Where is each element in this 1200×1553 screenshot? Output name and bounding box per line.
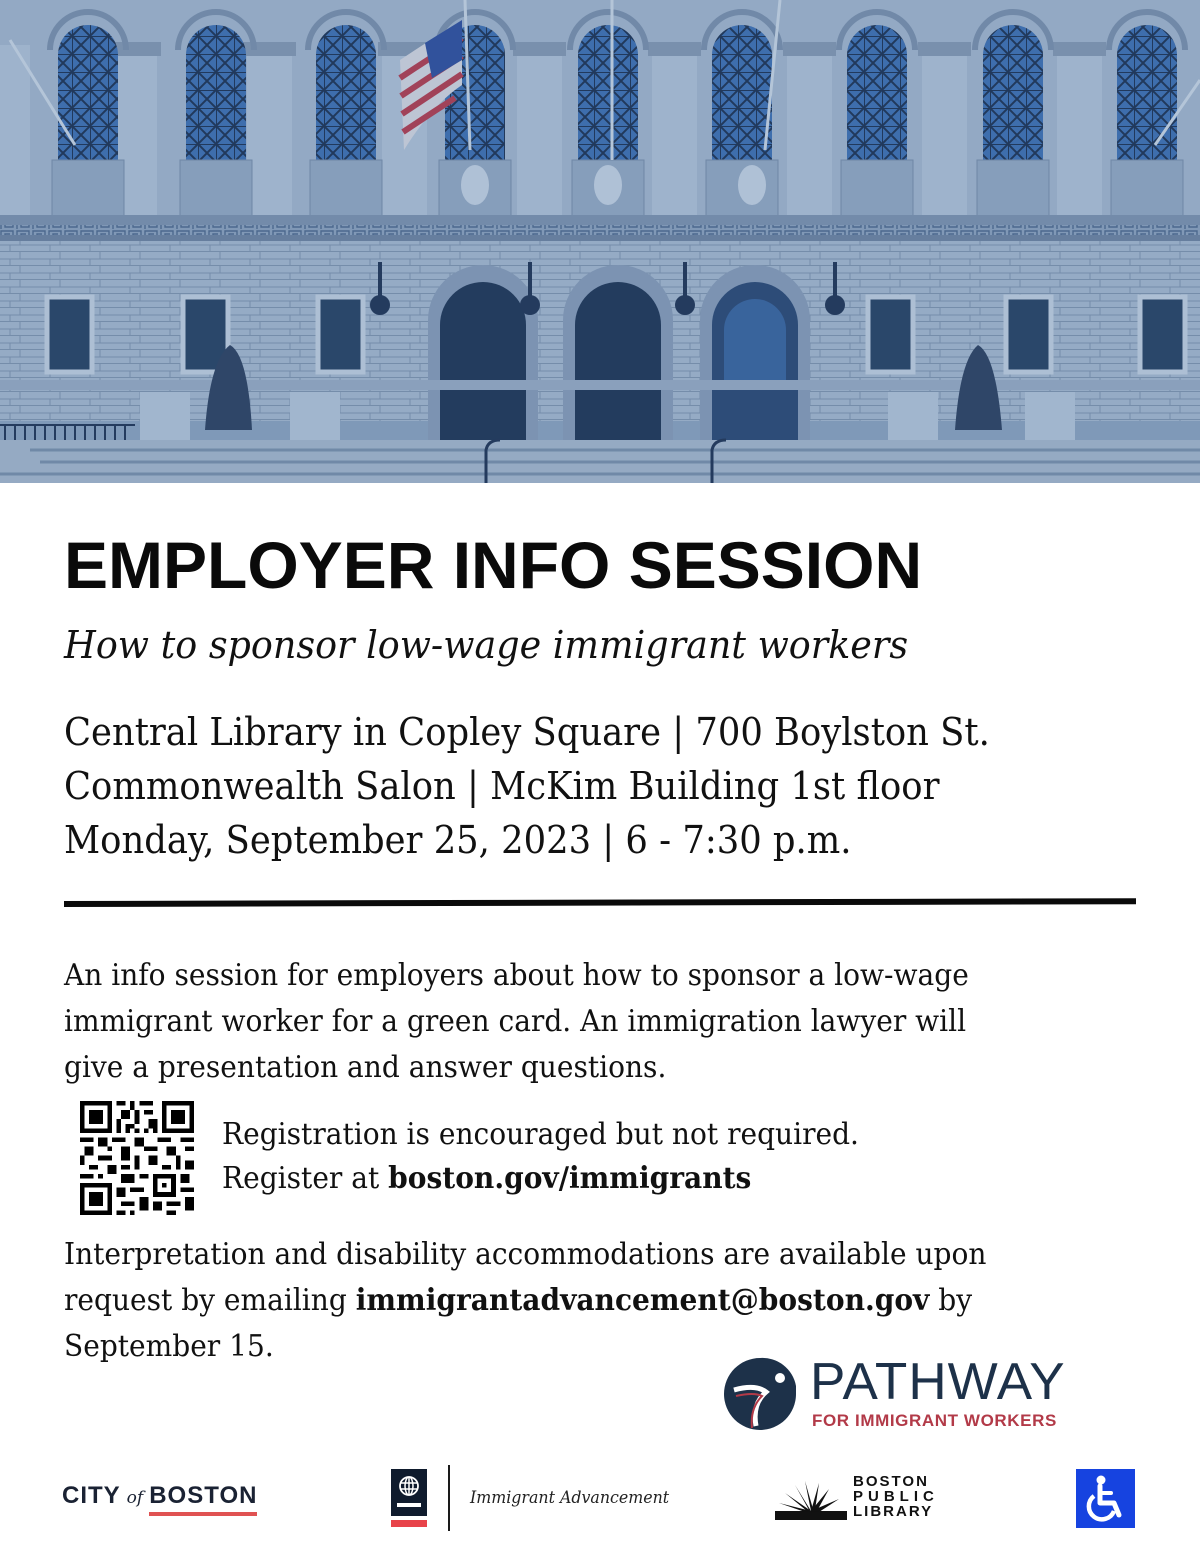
accommodations-prefix: request by emailing (64, 1283, 356, 1318)
event-room: Commonwealth Salon | McKim Building 1st floor (64, 764, 940, 808)
hero-photo (0, 0, 1200, 483)
event-title: EMPLOYER INFO SESSION (64, 528, 923, 602)
pathway-tagline: FOR IMMIGRANT WORKERS (812, 1411, 1057, 1430)
registration-line (222, 1157, 859, 1201)
accommodations-info (64, 1232, 986, 1370)
boston-public-library-label (853, 1474, 939, 1519)
bpl-line: BOSTON (853, 1473, 929, 1490)
city-of-boston-logo (62, 1484, 257, 1508)
immigrant-advancement-label: Immigrant Advancement (470, 1488, 670, 1508)
description-line: An info session for employers about how to sponsor a low-wage (64, 958, 969, 993)
event-details (64, 705, 990, 867)
qr-code-icon[interactable] (80, 1101, 194, 1215)
immigrant-advancement-globe-icon (391, 1469, 427, 1527)
accommodations-line: Interpretation and disability accommodations are available upon (64, 1237, 987, 1272)
registration-link[interactable]: boston.gov/immigrants (388, 1161, 752, 1196)
event-description (64, 953, 969, 1091)
event-subtitle: How to sponsor low-wage immigrant workers (64, 623, 909, 667)
pathway-logo (722, 1353, 1102, 1436)
accommodations-line (64, 1278, 986, 1324)
pathway-road-icon (722, 1356, 798, 1432)
boston-public-library-book-icon (775, 1475, 847, 1521)
pathway-name: PATHWAY (810, 1353, 1066, 1411)
registration-info (222, 1113, 859, 1201)
cob-city: CITY (62, 1482, 121, 1509)
event-datetime: Monday, September 25, 2023 | 6 - 7:30 p.m. (64, 818, 852, 862)
bpl-line: LIBRARY (853, 1503, 934, 1520)
cob-of: of (126, 1488, 144, 1508)
description-line: give a presentation and answer questions. (64, 1050, 667, 1085)
bpl-line: PUBLIC (853, 1488, 939, 1505)
accommodations-deadline: September 15. (64, 1329, 274, 1364)
library-facade-illustration (0, 0, 1200, 483)
logo-separator (448, 1465, 450, 1531)
section-divider (64, 898, 1136, 907)
registration-prefix: Register at (222, 1161, 389, 1196)
contact-email-link[interactable]: immigrantadvancement@boston.gov (355, 1283, 930, 1318)
accommodations-suffix: by (929, 1283, 973, 1318)
event-location: Central Library in Copley Square | 700 Boylston St. (64, 710, 990, 754)
cob-boston: BOSTON (149, 1482, 258, 1509)
description-line: immigrant worker for a green card. An immigration lawyer will (64, 1004, 967, 1039)
registration-note: Registration is encouraged but not required. (222, 1117, 859, 1152)
wheelchair-accessible-icon (1076, 1469, 1135, 1528)
